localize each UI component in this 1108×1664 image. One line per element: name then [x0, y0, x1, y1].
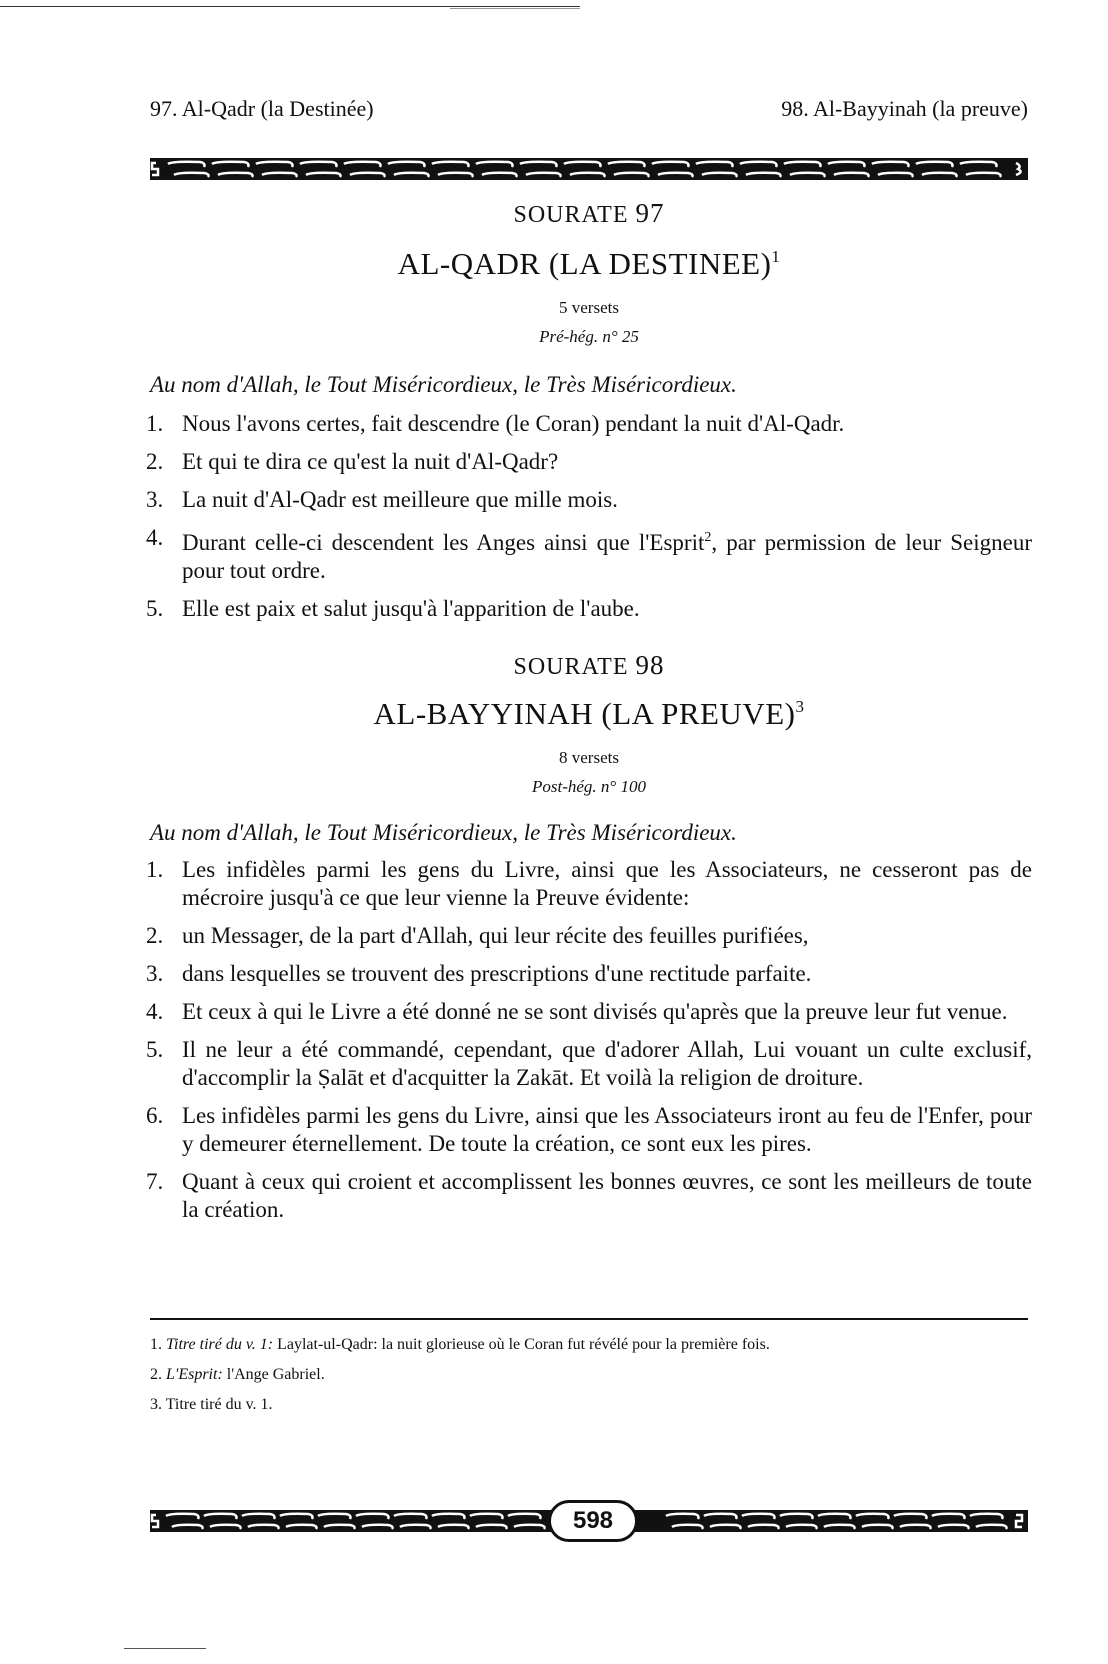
footnote-item [150, 1336, 1028, 1354]
scan-edge-line [124, 1648, 206, 1649]
verse-number: 5. [146, 1037, 164, 1062]
basmala-98: Au nom d'Allah, le Tout Miséricordieux, le Très Miséricordieux. [150, 820, 737, 845]
verse-item [146, 410, 1032, 438]
verse-text-part: Durant celle-ci descendent les Anges ainsi que l'Esprit [182, 530, 705, 555]
footnote-item [150, 1396, 1028, 1414]
verse-number: 2. [146, 923, 164, 948]
sourate-97-title [150, 246, 1028, 282]
footnote-text: Laylat-ul-Qadr: la nuit glorieuse où le Coran fut révélé pour la première fois. [273, 1336, 770, 1353]
verse-text: Et ceux à qui le Livre a été donné ne se sont divisés qu'après que la preuve leur fut venue. [182, 999, 1008, 1024]
sourate-97-verses [146, 410, 1032, 633]
verse-number: 2. [146, 449, 164, 474]
sourate-97-label [150, 198, 1028, 229]
verse-number: 1. [146, 411, 164, 436]
verse-item [146, 486, 1032, 514]
verse-item [146, 1036, 1032, 1092]
sourate-title-text: AL-QADR (LA DESTINEE) [397, 246, 772, 281]
running-head-right: 98. Al-Bayyinah (la preuve) [781, 96, 1028, 121]
verse-number: 6. [146, 1103, 164, 1128]
footnote-item [150, 1366, 1028, 1384]
footnote-label: L'Esprit: [166, 1366, 223, 1383]
sourate-97-period: Pré-hég. n° 25 [539, 327, 639, 346]
verse-item [146, 1102, 1032, 1158]
sourate-word: SOURATE [513, 654, 629, 680]
sourate-98-label [150, 650, 1028, 681]
sourate-98-title [150, 696, 1028, 732]
basmala-97: Au nom d'Allah, le Tout Miséricordieux, le Très Miséricordieux. [150, 372, 737, 397]
ornamental-border-top [150, 158, 1028, 180]
verse-text: La nuit d'Al-Qadr est meilleure que mille mois. [182, 487, 618, 512]
verse-text: Quant à ceux qui croient et accomplissent les bonnes œuvres, ce sont les meilleurs de toute la création. [182, 1169, 1032, 1222]
verse-number: 4. [146, 525, 164, 550]
sourate-98-verse-count: 8 versets [559, 748, 619, 767]
verse-text: Il ne leur a été commandé, cependant, que d'adorer Allah, Lui vouant un culte exclusif, d'accomplir la Ṣalāt et d'acquitter la Zakāt. Et voilà la religion de droiture. [182, 1037, 1032, 1090]
verse-item [146, 524, 1032, 585]
footnote-number: 2. [150, 1366, 162, 1383]
verse-number: 7. [146, 1169, 164, 1194]
scan-edge-line [0, 6, 580, 7]
verse-number: 3. [146, 487, 164, 512]
footnote-text: Titre tiré du v. 1. [165, 1396, 273, 1413]
sourate-98-period: Post-hég. n° 100 [532, 777, 646, 796]
running-head-left: 97. Al-Qadr (la Destinée) [150, 96, 374, 121]
verse-item [146, 1168, 1032, 1224]
verse-item [146, 998, 1032, 1026]
verse-number: 5. [146, 596, 164, 621]
footnote-text: l'Ange Gabriel. [222, 1366, 325, 1383]
footnote-number: 3. [150, 1396, 162, 1413]
verse-number: 1. [146, 857, 164, 882]
verse-item [146, 960, 1032, 988]
scan-edge-line [450, 8, 580, 9]
verse-text [182, 524, 1032, 585]
ornament-pattern-icon [150, 158, 1028, 180]
verse-number: 3. [146, 961, 164, 986]
verse-text: dans lesquelles se trouvent des prescriptions d'une rectitude parfaite. [182, 961, 812, 986]
footnote-ref: 3 [795, 697, 805, 716]
page-number: 598 [548, 1500, 638, 1542]
footnote-ref: 1 [771, 247, 781, 266]
sourate-word: SOURATE [513, 202, 629, 228]
verse-number: 4. [146, 999, 164, 1024]
verse-text-part: , par permission de leur Seigneur pour tout ordre. [182, 530, 1033, 583]
verse-item [146, 922, 1032, 950]
verse-item [146, 448, 1032, 476]
footnote-label: Titre tiré du v. 1: [166, 1336, 274, 1353]
sourate-98-verses [146, 856, 1032, 1234]
running-head [150, 96, 1028, 122]
footnote-divider [150, 1318, 1028, 1320]
verse-text: Les infidèles parmi les gens du Livre, ainsi que les Associateurs iront au feu de l'Enfer, pour y demeurer éternellement. De toute la création, ce sont eux les pires. [182, 1103, 1032, 1156]
sourate-number: 97 [635, 198, 665, 228]
footnote-ref: 2 [704, 530, 712, 545]
footnotes [150, 1336, 1028, 1426]
footnote-number: 1. [150, 1336, 162, 1353]
verse-item [146, 856, 1032, 912]
sourate-number: 98 [635, 650, 665, 680]
verse-item [146, 595, 1032, 623]
verse-text: Nous l'avons certes, fait descendre (le Coran) pendant la nuit d'Al-Qadr. [182, 411, 845, 436]
sourate-97-verse-count: 5 versets [559, 298, 619, 317]
verse-text: un Messager, de la part d'Allah, qui leur récite des feuilles purifiées, [182, 923, 809, 948]
sourate-title-text: AL-BAYYINAH (LA PREUVE) [373, 696, 796, 731]
verse-text: Et qui te dira ce qu'est la nuit d'Al-Qadr? [182, 449, 559, 474]
verse-text: Les infidèles parmi les gens du Livre, ainsi que les Associateurs, ne cesseront pas de mécroire jusqu'à ce que leur vienne la Preuve évidente: [182, 857, 1032, 910]
verse-text: Elle est paix et salut jusqu'à l'apparition de l'aube. [182, 596, 640, 621]
